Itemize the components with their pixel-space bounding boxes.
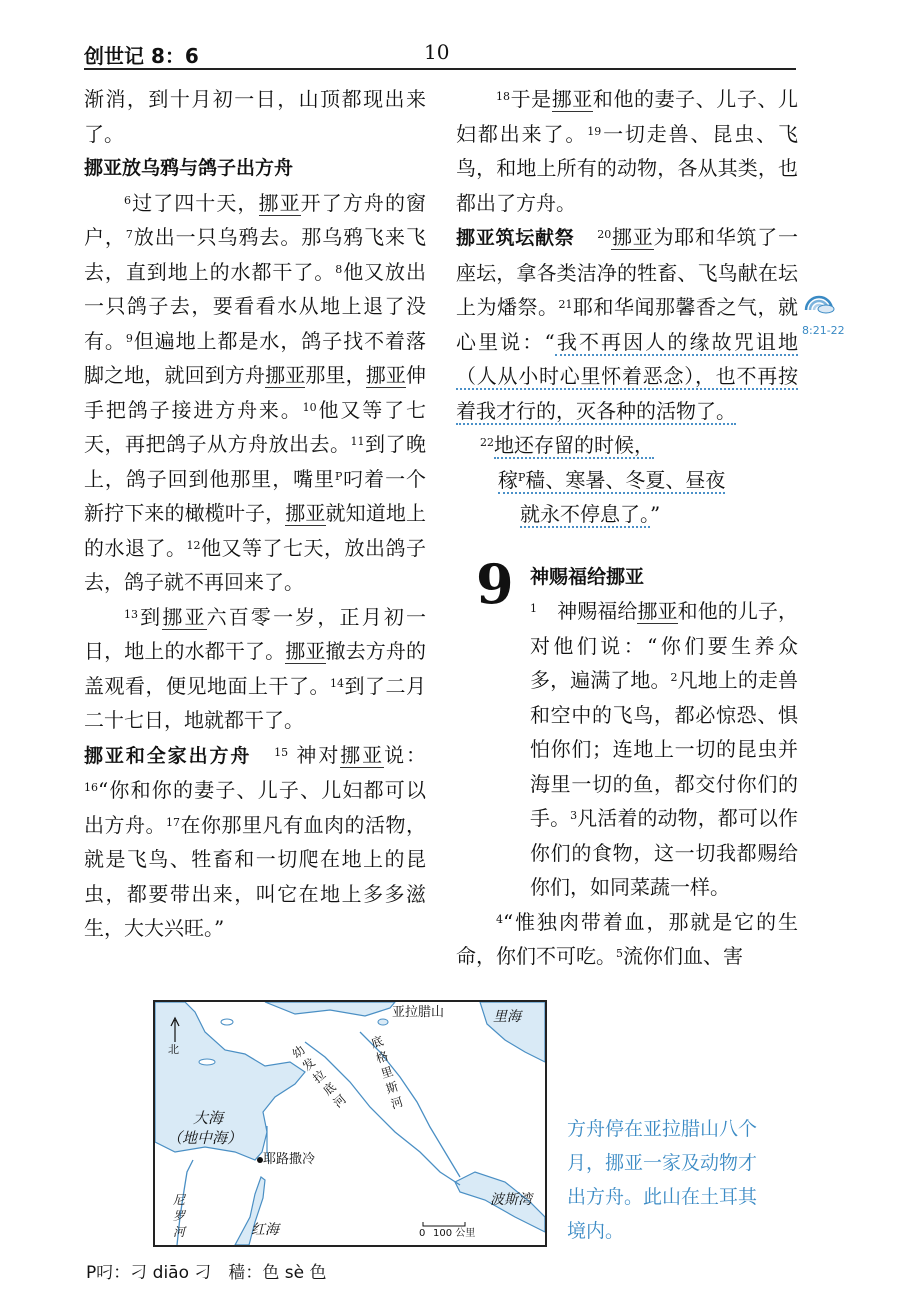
chapter-number: 9 bbox=[476, 551, 514, 616]
map-label-med-sub: （地中海） bbox=[167, 1129, 243, 1147]
poem: $^{22}$地还存留的时候， 稼$^P$穑、寒暑、冬夏、昼夜 就永不停息了。” bbox=[480, 433, 726, 526]
map-label-nile: 尼罗河 bbox=[173, 1193, 186, 1239]
chapter-block bbox=[456, 551, 799, 905]
verse-number: 2 bbox=[670, 671, 678, 684]
proper-name: 挪亚 bbox=[162, 604, 207, 629]
proper-name: 挪亚 bbox=[551, 87, 593, 111]
map-label-tigris: 底格里斯河 bbox=[369, 1033, 405, 1112]
paragraph: $^{13}$到挪亚六百零一岁，正月初一日，地上的水都干了。挪亚撤去方舟的盖观看，便见地面上干了。$^{14}$到了二月二十七日，地就都干了。 bbox=[84, 604, 427, 732]
verse-number: 1 bbox=[530, 602, 537, 615]
scale-label: 100 公里 bbox=[433, 1228, 476, 1239]
section-heading: 挪亚放乌鸦与鸽子出方舟 bbox=[84, 157, 294, 179]
verse-number: 12 bbox=[186, 538, 201, 552]
rainbow-icon bbox=[802, 288, 836, 314]
proper-name: 挪亚 bbox=[340, 742, 385, 767]
proper-name: 挪亚 bbox=[365, 363, 406, 387]
verse-number: 7 bbox=[125, 228, 133, 241]
page-number: 10 bbox=[424, 40, 450, 64]
highlighted-passage: 我不再因人的缘故咒诅地（人从小时心里怀着恶念），也不再按着我才行的，灭各种的活物了。 bbox=[456, 329, 798, 423]
paragraph: 挪亚筑坛献祭 $^{20}$挪亚为耶和华筑了一座坛，拿各类洁净的牲畜、飞鸟献在坛上为燔祭。$^{21}$耶和华闻那馨香之气，就心里说：“我不再因人的缘故咒诅地（人从小时心里怀着恶念），也不再按着我才行的，灭各种的活物了。 bbox=[456, 225, 799, 423]
verse-number: 14 bbox=[330, 676, 344, 690]
verse-number: 9 bbox=[125, 331, 133, 345]
section-heading: 神赐福给挪亚 bbox=[530, 565, 645, 588]
proper-name: 挪亚 bbox=[285, 501, 326, 525]
map-label-caspian: 里海 bbox=[493, 1009, 521, 1025]
verse-number: 3 bbox=[570, 809, 578, 822]
paragraph: $^1$ 神赐福给挪亚和他的儿子，对他们说：“你们要生养众多，遍满了地。$^2$凡地上的走兽和空中的飞鸟，都必惊恐、惧怕你们；连地上一切的昆虫并海里一切的鱼，都交付你们的手。$^3$凡活着的动物，都可以作你们的食物，这一切我都赐给你们，如同菜蔬一样。 bbox=[530, 599, 799, 899]
section-heading: 挪亚和全家出方舟 bbox=[84, 744, 252, 767]
verse-number: 4 bbox=[496, 912, 503, 926]
map-label-ararat: 亚拉腊山 bbox=[392, 1005, 445, 1020]
proper-name: 挪亚 bbox=[258, 190, 301, 215]
scale-zero: 0 bbox=[419, 1228, 426, 1239]
paragraph: $^4$“惟独肉带着血，那就是它的生命，你们不可吃。$^5$流你们血、害 bbox=[456, 909, 798, 968]
paragraph: $^{18}$于是挪亚和他的妻子、儿子、儿妇都出来了。$^{19}$一切走兽、昆虫、飞鸟，和地上所有的动物，各从其类，也都出了方舟。 bbox=[456, 87, 799, 215]
map-label-redsea: 红海 bbox=[251, 1222, 279, 1238]
map-label-persian-gulf: 波斯湾 bbox=[490, 1192, 532, 1208]
verse-number: 11 bbox=[350, 435, 365, 448]
verse-number: 19 bbox=[587, 124, 602, 138]
paragraph bbox=[84, 82, 426, 151]
verse-number: 13 bbox=[124, 607, 138, 621]
verse-number: 8 bbox=[335, 262, 343, 276]
verse-number: 6 bbox=[124, 193, 131, 207]
verse-number: 10 bbox=[302, 400, 317, 414]
section-heading: 挪亚筑坛献祭 bbox=[456, 227, 575, 249]
chapter-reference: 创世记 8：6 bbox=[84, 44, 199, 68]
map-label-euphrates: 幼发拉底河 bbox=[289, 1042, 349, 1111]
footnote: P叼：刁 diāo 刁 穑：色 sè 色 bbox=[86, 1263, 327, 1283]
verse-number: 21 bbox=[558, 298, 573, 311]
verse-number: 18 bbox=[496, 90, 510, 103]
cross-reference: 8:21-22 bbox=[802, 324, 845, 337]
poem-line: 稼$^P$穑、寒暑、冬夏、昼夜 bbox=[498, 467, 726, 492]
paragraph: $^6$过了四十天，挪亚开了方舟的窗户，$^7$放出一只乌鸦去。那乌鸦飞来飞去，直到地上的水都干了。$^8$他又放出一只鸽子去，要看看水从地上退了没有。$^9$但遍地上都是水，鸽子找不着落脚之地，就回到方舟挪亚那里，挪亚伸手把鸽子接进方舟来。$^{10}$他又等了七天，再把鸽子从方舟放出去。$^{11}$到了晚上，鸽子回到他那里，嘴里$^P$叼着一个新拧下来的橄榄叶子，挪亚就知道地上的水退了。$^{12}$他又等了七天，放出鸽子去，鸽子就不再回来了。 bbox=[84, 190, 427, 594]
poem-line: 地还存留的时候， bbox=[494, 433, 654, 457]
map-label-med: 大海 bbox=[193, 1109, 224, 1127]
footnote-marker: P bbox=[518, 470, 526, 484]
map-caption: 方舟停在亚拉腊山八个月，挪亚一家及动物才出方舟。此山在土耳其境内。 bbox=[567, 1118, 758, 1242]
verse-text: 渐消，到十月初一日，山顶都现出来了。 bbox=[84, 87, 426, 146]
paragraph: 挪亚和全家出方舟 $^{15}$ 神对挪亚说：$^{16}$“你和你的妻子、儿子、儿妇都可以出方舟。$^{17}$在你那里凡有血肉的活物，就是飞鸟、牲畜和一切爬在地上的昆虫，都要带出来，叫它在地上多多滋生，大大兴旺。” bbox=[84, 742, 427, 940]
proper-name: 挪亚 bbox=[265, 363, 306, 387]
map bbox=[153, 1000, 547, 1247]
verse-number: 22 bbox=[480, 436, 494, 449]
poem-line: 就永不停息了。 bbox=[520, 502, 650, 526]
page-header bbox=[84, 40, 796, 70]
map-label-jerusalem: 耶路撒冷 bbox=[263, 1152, 316, 1167]
right-column bbox=[456, 82, 798, 974]
left-column bbox=[84, 82, 426, 946]
verse-number: 17 bbox=[166, 815, 180, 829]
proper-name: 挪亚 bbox=[611, 225, 654, 249]
verse-number: 20 bbox=[597, 228, 612, 241]
north-label: 北 bbox=[168, 1043, 179, 1056]
verse-number: 16 bbox=[84, 781, 98, 794]
footnote-marker: P bbox=[334, 469, 343, 483]
proper-name: 挪亚 bbox=[637, 599, 678, 623]
proper-name: 挪亚 bbox=[285, 639, 326, 663]
verse-number: 15 bbox=[274, 745, 289, 759]
verse-number: 5 bbox=[616, 947, 623, 960]
